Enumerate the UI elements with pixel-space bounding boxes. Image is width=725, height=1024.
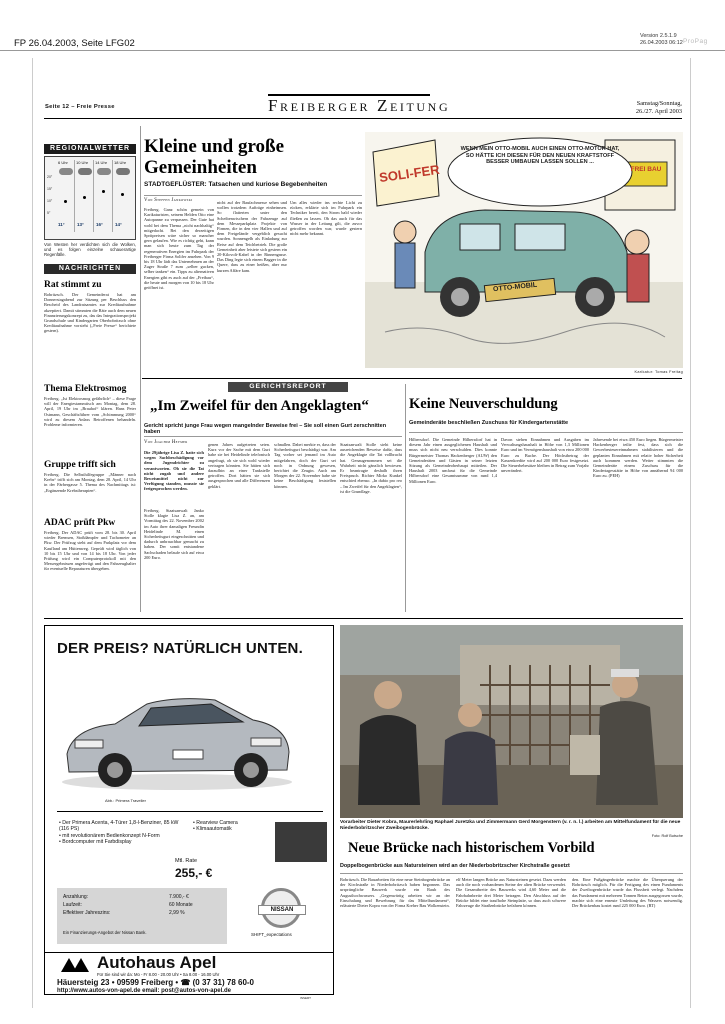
weather-columns — [56, 160, 134, 232]
news-item-text: Freiberg. Der ADAC prüft vom 28. bis 30. April wieder Bremsen, Stoßdämpfer und Tachometer an Pkw. Der Prüfzug steht auf dem Parkplatz vor dem Kaufland am Hüttenweg. Geprüft wird täglich von 10 bis 15 Uhr und von 14 bis 18 Uhr. Von jeder Prüfung wird ein Computerprotokoll mit den Messergebnissen angefertigt und den Fahrzeughalter für eventuelle Reparaturen übergeben. — [44, 530, 136, 572]
court-byline: Von Joachim Heymer — [144, 440, 188, 445]
weather-time: 14 Uhr — [95, 160, 108, 165]
cartoon-credit: Karikatur: Tomas Freitag — [634, 370, 683, 374]
nissan-slogan: SHIFT_expectations — [251, 932, 292, 937]
rate-value: 255,- € — [175, 866, 213, 880]
lead-headline: Kleine und große Gemeinheiten — [144, 136, 285, 178]
weather-column-14 — [94, 160, 113, 232]
bridge-photo-caption: Vorarbeiter Dieter Kobra, Maurerlehrling Raphael Juretzka und Zimmermann Gerd Morgenstern (v. r. n. l.) arbeiten am Mittelfundament für die neue Niederbobritzscher Zweibogenbrücke. — [340, 820, 681, 831]
weather-time: 18 Uhr — [114, 160, 127, 165]
bridge-subhead: Doppelbogenbrücke aus Natursteinen wird an der Niederbobritzscher Kirchstraße gesetzt — [340, 863, 570, 869]
dealer-hours: Für Sie sind wir da: Mo - Fr 8.00 - 20.00 Uhr • Sa 8.00 - 16.00 Uhr — [97, 972, 220, 977]
weather-rubric: REGIONALWETTER — [44, 144, 136, 154]
weather-time: 6 Uhr — [58, 160, 68, 165]
propag-stamp: ProPag — [683, 38, 708, 45]
bridge-column-3: den. Eine Fußgängerbrücke machte die Überquerung der Bobritzsch möglich. Für die Fertigung des einen Fundaments der Zweibogenbrücke wurde das Flussbett verlegt. Nachdem das Fundament mit mehreren Tonnen Beton ausgegossen wurde, machte sich eine erneute Umleitung des Wassers notwendig. Der Brückenbau kostet rund 225 000 Euro. (RT) — [572, 877, 683, 909]
bridge-rule — [340, 873, 683, 874]
weather-caption: Von Westen her verdichten sich die Wolken, und es folgen einzelne schauerartige Regenfälle. — [44, 242, 136, 258]
court-headline: „Im Zweifel für den Angeklagten“ — [150, 398, 369, 414]
court-column-3: schnallen. Dabei merkte er, dass der Sicherheitsgurt beschädigt war. Am Tag vorher sei jemand im Auto mitgefahren, doch der Gurt sei noch in Ordnung gewesen, berichtet die Zeugin. Auch am Morgen der 22. November habe sie keine Beschädigung feststellen können. — [274, 442, 336, 489]
weather-scale-20: 20° — [47, 175, 53, 179]
bridge-photo-scene — [340, 625, 683, 818]
court-column-1: Freiberg. Staatsanwalt Janko Stolle klagte Lisa Z. an, am Vormittag des 22. November 2002 im Auto ihrer damaligen Freundin Heidelinde M. einen Sicherheitsgurt eingeschnitten und dadurch unbrauchbar gemacht zu haben. Der somit entstandene Sachschaden belaufe sich auf etwa 200 Euro. — [144, 508, 204, 560]
cartoon-banner: FREI BAU — [630, 166, 662, 173]
finance-value: 2,99 % — [169, 910, 185, 916]
lead-subhead: STADTGEFLÜSTER: Tatsachen und kuriose Begebenheiten — [144, 181, 328, 188]
nissan-model-badge — [275, 822, 327, 862]
dealer-address: Häuersteig 23 • 09599 Freiberg • ☎ (0 37 31) 78 60-0 — [57, 978, 254, 987]
cloud-icon — [97, 168, 111, 175]
finance-label: Anzahlung: — [63, 894, 89, 900]
news-item-text: Freiberg. Die Selbsthilfegruppe „Männer nach Krebs“ trifft sich am Montag, dem 28. April, 14 Uhr in der Färbergasse 5. Thema des Nachmittags ist: „Ergänzende Krebstherapien“. — [44, 472, 136, 493]
nissan-logo-icon — [261, 888, 301, 928]
ad-feature: • Klimaautomatik — [193, 826, 232, 833]
date-line-2: 26./27. April 2003 — [635, 108, 682, 115]
bridge-headline: Neue Brücke nach historischem Vorbild — [348, 840, 595, 856]
car-image — [55, 682, 295, 792]
version-label: Version 2.5.1.9 — [640, 33, 677, 39]
lead-column-3: Um alles wieder ins rechte Licht zu rücken, erklärte sich im Fuhrpark ein Techniker bereit, den Strom bald wieder fließen zu lassen. Ob das auch für das Wasser in der Leitung gilt, die zuvor getroffen worden war, wurde gestern nicht mehr bekannt. — [290, 200, 362, 237]
weather-column-18 — [113, 160, 133, 232]
news-item-title: ADAC prüft Pkw — [44, 518, 116, 528]
timestamp-label: 26.04.2003 06:12 — [640, 40, 683, 46]
lead-column-2: nicht auf der Baufachmesse sehen und wollen trotzdem Aufträge einheimsen. So flatterten unter den Scheibenwischern der Fahrzeuge auf dem Messeparkplatz Projekte von Firmen, die in den vier Hallen und auf dem Freigelände vergeblich gesucht wurden. Sonnengelb als Einladung zur Reise auf dem Teichbetrieb. Die große Gemeinheit aber leistete sich gestern ein 20-Kilovolt-Kabel in der Rinnengasse. Das Ding legte sich einem Bagger in die Quere, dass zu einer heißen, aber nur kurzen Affäre kam. — [217, 200, 287, 273]
masthead-rule — [44, 118, 682, 119]
court-rule — [144, 436, 402, 437]
cloud-icon — [78, 168, 92, 175]
finance-value: 7.900,- € — [169, 894, 189, 900]
bridge-photo — [340, 625, 683, 818]
school-column-1: Hilbersdorf. Die Gemeinde Hilbersdorf hat in diesem Jahr einen ausgeglichenen Haushalt und muss sich nicht neu verschulden. Dies konnte Bürgermeister Thomas Hackenberger (AUW) den Gemeinderäten und Gästen in seiner letzten Sitzung als Gemeindeoberhaupt mitteilen. Der Haushalt 2003 umfasst für die Gemeinde Hilbersdorf eine Gesamtsumme von rund 1,4 Millionen Euro. — [409, 437, 497, 484]
weather-temp: 11° — [58, 222, 65, 227]
school-rule — [409, 432, 683, 433]
section-rule — [44, 618, 683, 619]
paper-name: Freiberger Zeitung — [268, 96, 451, 115]
court-column-2: genen Jahres aufgetreten seien. Kurz vor der Sache mit dem Gurt habe sie bei Heidelinde telefonisch angefragt, ob sie sich wohl wieder vertragen könnten. Sie hätten sich daraufhin an einer Tankstelle getroffen. Dort hätten sie sich ausgesprochen und alle Differenzen geklärt. — [208, 442, 270, 489]
court-lead: Die 29jährige Lisa Z. hatte sich wegen Sachbeschädigung vor dem Jugendrichter zu verantworten. Ob sie die Tat nicht zugab und andere Beweismittel nicht zur Verfügung standen, musste sie freigesprochen werden. — [144, 450, 204, 492]
temp-dot-icon — [64, 200, 67, 203]
news-item-text: Bobritzsch. Der Gemeinderat hat am Donnerstagabend zur Sitzung per Beschluss den Bescheid des Landratsamtes zur Kreditaufnahme akzeptiert. Damit stimmten die Räte auch dem neuen Finanzierungskonzept zu, das das Integrationsprojekt Grundschule und Kindergarten Oberbobritzsch ohne Kreditaufnahme vorsieht („Freie Presse“ berichtete gestern). — [44, 292, 136, 334]
bridge-photo-credit: Foto: Rolf Butsche — [651, 834, 683, 838]
lead-column-1: Freiberg. Ganz schön gemein von Karikaturisten, seinem Helden Otto eine Autopanne zu verpassen. Der Gute hat wohl bei dem Thema „nicht nachhaltig“ mitgedacht. Bei den derzeitigen Spritpreisen wäre sicher so mancher gern gelaufen. Wie es richtig geht, kann man sich heute zum Tag der regenerativen Energien im Fuhrpark der Freiberger Firma Solifer ansehen. Von 9 bis 18 Uhr lädt das Unternehmen an der Zuger Straße 7 zum „selber gucken, selber tanken“ ein. Tipps zu alternativen Energien gibt es auch auf der „Freibau“, die heute und morgen von 10 bis 18 Uhr geöffnet ist. — [144, 207, 214, 291]
finance-label: Effektiver Jahreszins: — [63, 910, 111, 916]
page-label: Seite 12 – Freie Presse — [45, 104, 115, 110]
ad-rule — [57, 811, 323, 812]
ad-feature: • mit revolutionärem Bedienkonzept N-Form — [59, 832, 160, 839]
news-item-text: Freiberg. „Ist Elektrosmog gefährlich“ – diese Frage will der Energiestammtisch am Montag, dem 28. April, 19 Uhr im „Brauhof“ klären. Hans Peter Ostmann, Geschäftsführer vom „Schimmung 2000“ wird zu diesem Anlass Betroffenen behandeln. Probleme informieren. — [44, 396, 136, 428]
ad-feature: • Rearview Camera — [193, 820, 238, 826]
cartoon — [365, 132, 683, 368]
lead-byline: Von Steffen Jankowski — [144, 198, 193, 203]
cartoon-car-label: OTTO-MOBIL — [492, 281, 538, 294]
school-headline: Keine Neuverschuldung — [409, 396, 558, 412]
weather-column-6 — [56, 160, 75, 232]
cloud-icon — [59, 168, 73, 175]
school-subhead: Gemeinderäte beschließen Zuschuss für Kindergartenstätte — [409, 420, 569, 426]
crop-line-left — [32, 58, 33, 1008]
frame-rule — [0, 50, 725, 51]
masthead-top-rule — [268, 94, 430, 96]
weather-column-10 — [75, 160, 94, 232]
news-item-title: Rat stimmt zu — [44, 280, 102, 290]
ad-block — [44, 625, 334, 995]
finance-note: Ein Finanzierungs-Angebot der Nissan Bank. — [63, 930, 147, 935]
news-item-title: Thema Elektrosmog — [44, 384, 127, 394]
weather-temp: 16° — [96, 222, 103, 227]
weather-scale-10: 10° — [47, 199, 53, 203]
section-rule — [142, 378, 682, 379]
temp-dot-icon — [102, 190, 105, 193]
ad-features-left — [59, 820, 189, 846]
ad-feature: • Der Primera Acenta, 4-Türer 1,8-l-Benziner, 85 kW (116 PS) — [59, 820, 179, 833]
page-info: FP 26.04.2003, Seite LFG02 — [14, 38, 135, 49]
weather-temp: 14° — [115, 222, 122, 227]
weather-time: 10 Uhr — [76, 160, 89, 165]
rate-label: Mtl. Rate — [175, 858, 198, 864]
lead-rule — [144, 195, 362, 196]
school-column-3: Jahresende bei etwa 450 Euro liegen. Bürgermeister Hackenberger teilte fest, dass sich die Gewerbesteuereinnahmen stabilisieren und die geplanten Einnahmen mit relativ hoher Sicherheit auch kommen werden. Weiter stimmten die Gemeinderäte einem Zuschuss für die Kindertagesstätte in Höhe von annähernd 94 000 Euro zu. (PEH) — [593, 437, 683, 479]
column-divider — [405, 384, 406, 612]
court-column-4: Staatsanwalt Stolle sieht keine ausreichenden Beweise dafür, dass die Angeklagte die Tat vollbracht hat. Genaugenommen sei die Wahrheit nicht gänzlich bewiesen. Er beantragte deshalb ihren Freispruch. Richter Mirko Kunkel entschied ebenso. „In dubio pro reo – Im Zweifel für den Angeklagten“, ist die Grundlage. — [340, 442, 402, 494]
temp-dot-icon — [83, 196, 86, 199]
court-subhead: Gericht spricht junge Frau wegen mangelnder Beweise frei – Sie soll einen Gurt zerschnitten haben — [144, 423, 387, 435]
car-caption: Abb.: Primera Traveller — [105, 798, 146, 803]
cloud-icon — [116, 168, 130, 175]
column-divider — [140, 126, 141, 612]
dealer-web[interactable]: http://www.autos-von-apel.de email: post@autos-von-apel.de — [57, 988, 231, 994]
cartoon-sign: SOLI-FER — [378, 161, 441, 186]
bridge-column-2: elf Meter langen Brücke aus Natursteinen gesetzt. Dazu werden auch die noch vorhandenen Steine der alten Brücke verwendet. Die Gesamtbreite des Bauwerks wird 4,60 Meter und die Fahrbahnbreite drei Meter betragen. Den Abschluss auf der Brücke bildet eine traufhohe Steinplatte, so dass auch schwere Fahrzeuge die Straßenbrücke befahren können. — [456, 877, 566, 909]
news-item-title: Gruppe trifft sich — [44, 460, 116, 470]
weather-scale-15: 15° — [47, 187, 53, 191]
finance-value: 60 Monate — [169, 902, 193, 908]
news-rubric: NACHRICHTEN — [44, 264, 136, 274]
nissan-logo-text: NISSAN — [258, 905, 306, 915]
court-rubric: GERICHTSREPORT — [228, 382, 348, 392]
ad-headline: DER PREIS? NATÜRLICH UNTEN. — [57, 640, 303, 657]
ad-feature: • Bordcomputer mit Farbdisplay — [59, 839, 132, 846]
temp-dot-icon — [121, 193, 124, 196]
finance-box — [57, 888, 227, 944]
bridge-column-1: Bobritzsch. Die Bauarbeiten für eine neue Steinbogenbrücke an der Kirchstraße in Niederbobritzsch haben begonnen. Das ursprüngliche Bauwerk wurde ein Raub des Augusthochwassers. „Gegenwärtig arbeiten wir an der Einschalung und Bewehrung für das Mittelfundament“, erläuterte Dieter Kopra von der Firma Kreher Bau Wolkenstein. — [340, 877, 450, 909]
dealer-name: Autohaus Apel — [97, 953, 217, 972]
weather-temp: 13° — [77, 222, 84, 227]
cartoon-speech-bubble: WENN MEIN OTTO-MOBIL AUCH EINEN OTTO-MOTOR HAT, SO HÄTTE ICH DIESEN FÜR DEN NEUEN KRAFTSTOFF BESSER UMBAUEN LASSEN SOLLEN ... — [460, 146, 620, 166]
crop-line-right — [690, 58, 691, 1008]
finance-label: Laufzeit: — [63, 902, 82, 908]
school-column-2: Davon stehen Einnahmen und Ausgaben im Verwaltungshaushalt in Höhe von 1,3 Millionen Euro und im Vermögenshaushalt von etwa 200 000 Euro zu Buche. Der Höchstbetrag der Kassenkredite wird auf 200 000 Euro festgesetzt. Die Steuerhebesätze bleiben in Betrag zum Vorjahr unverändert. — [501, 437, 589, 474]
date-line-1: Samstag/Sonntag, — [636, 100, 682, 107]
ad-tag: INSERT — [300, 996, 311, 1000]
dealer-logo-icon — [59, 956, 93, 974]
weather-scale-5: 5° — [47, 211, 51, 215]
